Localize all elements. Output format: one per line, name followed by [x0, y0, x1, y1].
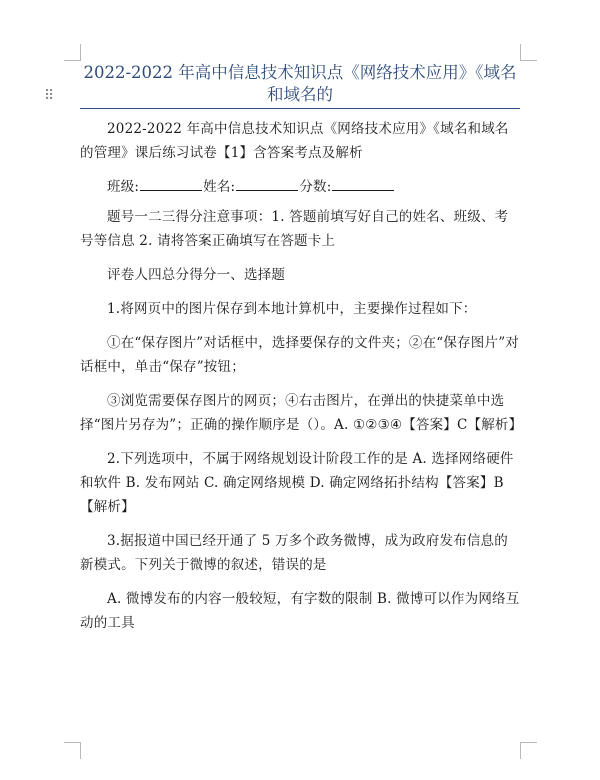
question-1-steps-b: ③浏览需要保存图片的网页；④右击图片，在弹出的快捷菜单中选择“图片另存为”；正确的操作顺序是（）。A. ①②③④【答案】C【解析】 [80, 393, 523, 433]
section-heading: 评卷人四总分得分一、选择题 [107, 267, 286, 283]
class-blank [140, 176, 202, 191]
document-body [80, 117, 523, 635]
student-info-line [80, 175, 520, 199]
margin-corner-mark-bottom-left [64, 742, 81, 759]
question-3-options: A. 微博发布的内容一般较短，有字数的限制 B. 微博可以作为网络互动的工具 [80, 591, 520, 631]
margin-corner-mark-bottom-right [520, 742, 537, 759]
intro-paragraph: 2022-2022 年高中信息技术知识点《网络技术应用》《域名和域名的管理》课后练习试卷【1】含答案考点及解析 [80, 121, 509, 161]
score-blank [332, 176, 394, 191]
question-3: 3.据报道中国已经开通了 5 万多个政务微博，成为政府发布信息的新模式。下列关于微博的叙述，错误的是 [80, 533, 508, 573]
margin-corner-mark-top-left [64, 44, 81, 61]
question-2: 2.下列选项中，不属于网络规划设计阶段工作的是 A. 选择网络硬件和软件 B. 发布网站 C. 确定网络规模 D. 确定网络拓扑结构【答案】B【解析】 [80, 451, 514, 515]
document-title: 2022-2022 年高中信息技术知识点《网络技术应用》《域名和域名的 [80, 58, 520, 109]
score-label: 分数: [299, 179, 332, 195]
question-1: 1.将网页中的图片保存到本地计算机中，主要操作过程如下： [107, 301, 477, 317]
name-label: 姓名: [203, 179, 236, 195]
notice-paragraph: 题号一二三得分注意事项：1. 答题前填写好自己的姓名、班级、考号等信息 2. 请将答案正确填写在答题卡上 [80, 209, 509, 249]
name-blank [236, 176, 298, 191]
margin-corner-mark-top-right [520, 44, 537, 61]
drag-handle-icon[interactable]: ⠿ [44, 88, 55, 104]
question-1-steps-a: ①在“保存图片”对话框中，选择要保存的文件夹；②在“保存图片”对话框中，单击“保存”按钮； [80, 335, 520, 375]
document-content [80, 58, 523, 645]
class-label: 班级: [107, 179, 140, 195]
